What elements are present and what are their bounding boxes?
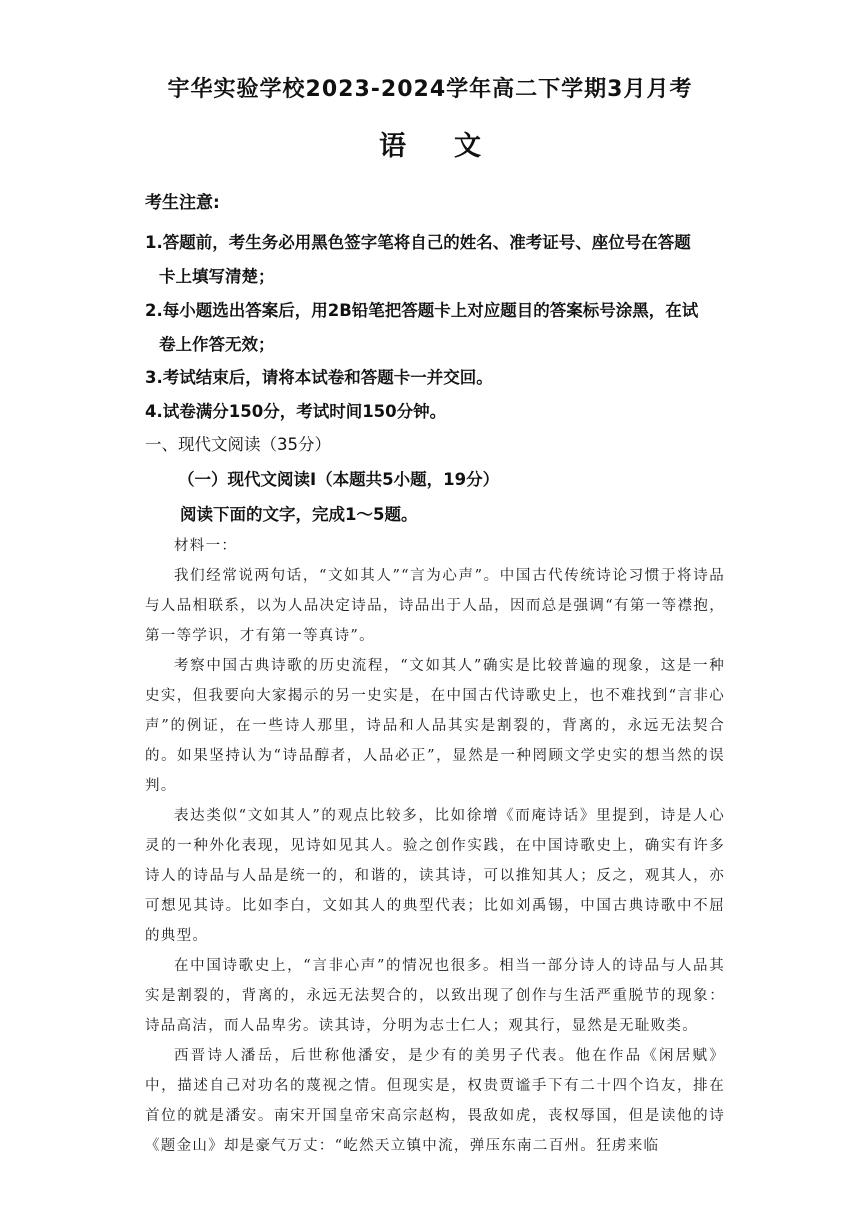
rule-number: 4.: [145, 402, 163, 421]
notice-rule-4: [145, 395, 740, 429]
notice-rule-3: [145, 361, 740, 395]
paragraph: 考察中国古典诗歌的历史流程，“文如其人”确实是比较普遍的现象，这是一种史实，但我要向大家揭示的另一史实是，在中国古代诗歌史上，也不难找到“言非心声”的例证，在一些诗人那里，诗品和人品其实是割裂的，背离的，永远无法契合的。如果坚持认为“诗品醇者，人品必正”，显然是一种罔顾文学史实的想当然的误判。: [145, 658, 725, 794]
reading-passage: [145, 531, 725, 1161]
notice-heading: 考生注意:: [145, 193, 220, 213]
rule-text: 答题前，考生务必用黑色签字笔将自己的姓名、准考证号、座位号在答题: [162, 233, 691, 252]
rule-text-continued: 卷上作答无效；: [159, 335, 275, 354]
paragraph: 表达类似“文如其人”的观点比较多，比如徐增《而庵诗话》里提到，诗是人心灵的一种外化表现，见诗如见其人。验之创作实践，在中国诗歌史上，确实有许多诗人的诗品与人品是统一的，和谐的，读其诗，可以推知其人；反之，观其人，亦可想见其诗。比如李白，文如其人的典型代表；比如刘禹锡，中国古典诗歌中不屈的典型。: [145, 808, 725, 944]
subject-title: 语文: [379, 131, 529, 162]
rule-number: 1.: [145, 233, 163, 252]
material-label: 材料一：: [174, 538, 238, 554]
reading-instruction: 阅读下面的文字，完成1～5题。: [180, 505, 418, 524]
notice-rule-1: [145, 226, 740, 294]
notice-rule-2: [145, 294, 740, 362]
paragraph: 我们经常说两句话，“文如其人”“言为心声”。中国古代传统诗论习惯于将诗品与人品相联系，以为人品决定诗品，诗品出于人品，因而总是强调“有第一等襟抱，第一等学识，才有第一等真诗”。: [145, 568, 725, 644]
rule-number: 2.: [145, 301, 163, 320]
rule-text: 每小题选出答案后，用2B铅笔把答题卡上对应题目的答案标号涂黑，在试: [162, 301, 699, 320]
paragraph: 西晋诗人潘岳，后世称他潘安，是少有的美男子代表。他在作品《闲居赋》中，描述自己对功名的蔑视之情。但现实是，权贵贾谧手下有二十四个诌友，排在首位的就是潘安。南宋开国皇帝宋高宗赵构，畏敌如虎，丧权辱国，但是读他的诗《题金山》却是豪气万丈：“屹然天立镇中流，弹压东南二百州。狂虏来临: [145, 1048, 725, 1154]
paragraph: 在中国诗歌史上，“言非心声”的情况也很多。相当一部分诗人的诗品与人品其实是割裂的，背离的，永远无法契合的，以致出现了创作与生活严重脱节的现象：诗品高洁，而人品卑劣。读其诗，分明为志士仁人；观其行，显然是无耻败类。: [145, 958, 725, 1034]
part-title: （一）现代文阅读Ⅰ（本题共5小题，19分）: [178, 470, 500, 489]
rule-number: 3.: [145, 368, 163, 387]
rule-text: 试卷满分150分，考试时间150分钟。: [162, 402, 447, 421]
section-title: 一、现代文阅读（35分）: [145, 435, 331, 454]
rule-text: 考试结束后，请将本试卷和答题卡一并交回。: [162, 368, 493, 387]
exam-title: 宇华实验学校2023-2024学年高二下学期3月月考: [167, 77, 693, 102]
rule-text-continued: 卡上填写清楚；: [159, 267, 275, 286]
